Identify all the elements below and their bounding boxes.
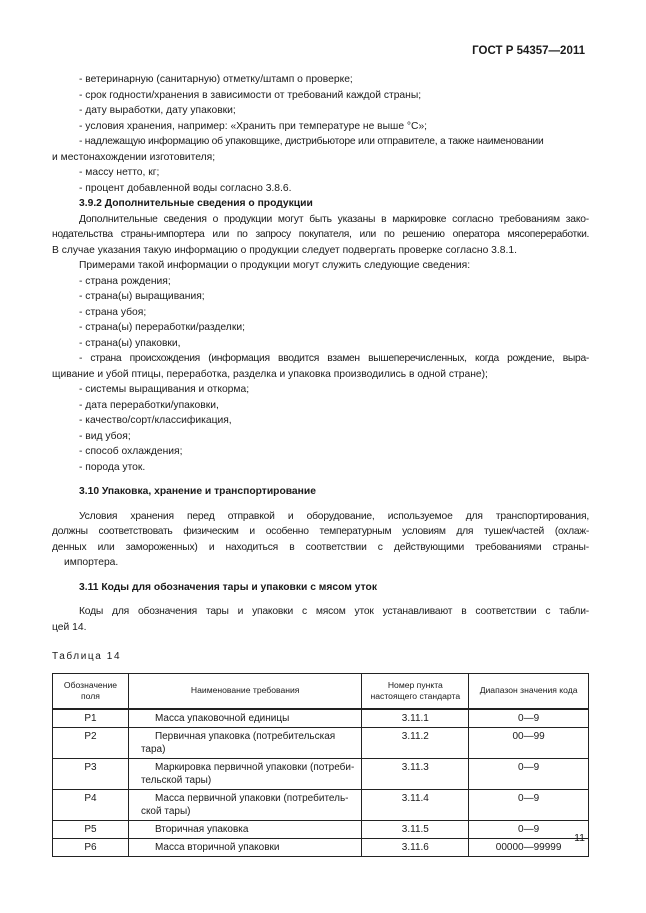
list-item: - дата переработки/упаковки, xyxy=(79,399,219,411)
cell-range: 00—99 xyxy=(469,727,589,758)
col-header-requirement: Наименование требования xyxy=(128,673,362,709)
list-item-continuation: щивание и убой птицы, переработка, разделка и упаковка производились в одной стране); xyxy=(52,368,488,380)
section-heading-3-10: 3.10 Упаковка, хранение и транспортирование xyxy=(79,486,316,497)
list-item: - способ охлаждения; xyxy=(79,446,183,457)
list-item: - качество/сорт/классификация, xyxy=(79,415,232,426)
cell-requirement: Масса вторичной упаковки xyxy=(128,838,362,856)
paragraph-line: импортера. xyxy=(64,557,119,568)
cell-requirement: Масса упаковочной единицы xyxy=(128,709,362,728)
paragraph-line: цей 14. xyxy=(52,621,87,633)
list-item: - страна(ы) упаковки, xyxy=(79,337,181,349)
list-item: - системы выращивания и откорма; xyxy=(79,384,250,395)
cell-clause: 3.11.2 xyxy=(362,727,469,758)
cell-requirement: Маркировка первичной упаковки (потреби-тельской тары) xyxy=(128,758,362,789)
table-caption: Таблица 14 xyxy=(52,651,122,662)
paragraph-line: должны соответствовать физическим и особенно температурным условиям для тушек/частей (охлаж- xyxy=(52,526,589,537)
col-header-clause: Номер пункта настоящего стандарта xyxy=(362,673,469,709)
paragraph-line: денных или замороженных) и находиться в соответствии с действующими требованиями страны- xyxy=(52,541,589,553)
page-number: 11 xyxy=(574,832,585,844)
list-item-continuation: и местонахождении изготовителя; xyxy=(52,151,216,163)
cell-field: P2 xyxy=(53,727,129,758)
cell-requirement: Масса первичной упаковки (потребитель-ской тары) xyxy=(128,789,362,820)
table-header-row xyxy=(53,673,589,709)
cell-clause: 3.11.6 xyxy=(362,838,469,856)
cell-range: 0—9 xyxy=(469,709,589,728)
cell-range: 0—9 xyxy=(469,789,589,820)
cell-requirement: Первичная упаковка (потребительская тара) xyxy=(128,727,362,758)
cell-range: 00000—99999 xyxy=(469,838,589,856)
list-item: - вид убоя; xyxy=(79,430,131,442)
cell-field: P4 xyxy=(53,789,129,820)
section-heading-3-9-2: 3.9.2 Дополнительные сведения о продукции xyxy=(79,198,313,209)
cell-requirement: Вторичная упаковка xyxy=(128,820,362,838)
table-row xyxy=(53,758,589,789)
table-row xyxy=(53,838,589,856)
list-item: - массу нетто, кг; xyxy=(79,167,160,178)
cell-field: P1 xyxy=(53,709,129,728)
paragraph-line: Условия хранения перед отправкой и оборудование, используемое для транспортирования, xyxy=(79,510,589,522)
cell-field: P3 xyxy=(53,758,129,789)
list-item: - страна(ы) выращивания; xyxy=(79,291,205,302)
table-row xyxy=(53,789,589,820)
paragraph-line: В случае указания такую информацию о продукции следует подвергать проверке согласно 3.8.1. xyxy=(52,244,517,256)
section-heading-3-11: 3.11 Коды для обозначения тары и упаковки с мясом уток xyxy=(79,581,377,593)
list-item: - надлежащую информацию об упаковщике, дистрибьюторе или отправителе, а также наименовании xyxy=(79,136,544,147)
list-item: - условия хранения, например: «Хранить при температуре не выше °С»; xyxy=(79,120,428,132)
cell-field: P5 xyxy=(53,820,129,838)
table-row xyxy=(53,727,589,758)
list-item: - страна(ы) переработки/разделки; xyxy=(79,322,245,333)
col-header-field: Обозначение поля xyxy=(53,673,129,709)
page-content xyxy=(52,72,589,857)
list-item: - порода уток. xyxy=(79,461,146,473)
table-row xyxy=(53,820,589,838)
document-id: ГОСТ Р 54357—2011 xyxy=(472,45,585,57)
list-item: - страна рождения; xyxy=(79,275,171,287)
table-row xyxy=(53,709,589,728)
list-item: - страна происхождения (информация вводится взамен вышеперечисленных, когда рождение, выра- xyxy=(79,353,589,364)
paragraph-line: Примерами такой информации о продукции могут служить следующие сведения: xyxy=(79,260,471,271)
list-item: - срок годности/хранения в зависимости от требований каждой страны; xyxy=(79,89,422,101)
cell-clause: 3.11.5 xyxy=(362,820,469,838)
paragraph-line: Коды для обозначения тары и упаковки с мясом уток устанавливают в соответствии с табли- xyxy=(79,606,589,617)
paragraph-line: нодательства страны-импортера или по запросу покупателя, или по решению оператора мясопереработки. xyxy=(52,229,589,240)
list-item: - страна убоя; xyxy=(79,306,147,318)
cell-clause: 3.11.1 xyxy=(362,709,469,728)
cell-clause: 3.11.4 xyxy=(362,789,469,820)
list-item: - ветеринарную (санитарную) отметку/штамп о проверке; xyxy=(79,74,353,85)
list-item: - дату выработки, дату упаковки; xyxy=(79,105,236,116)
cell-range: 0—9 xyxy=(469,820,589,838)
cell-clause: 3.11.3 xyxy=(362,758,469,789)
cell-range: 0—9 xyxy=(469,758,589,789)
codes-table xyxy=(52,673,589,857)
list-item: - процент добавленной воды согласно 3.8.6. xyxy=(79,182,292,194)
paragraph-line: Дополнительные сведения о продукции могут быть указаны в маркировке согласно требованиям зако- xyxy=(79,213,589,225)
cell-field: P6 xyxy=(53,838,129,856)
col-header-range: Диапазон значения кода xyxy=(469,673,589,709)
